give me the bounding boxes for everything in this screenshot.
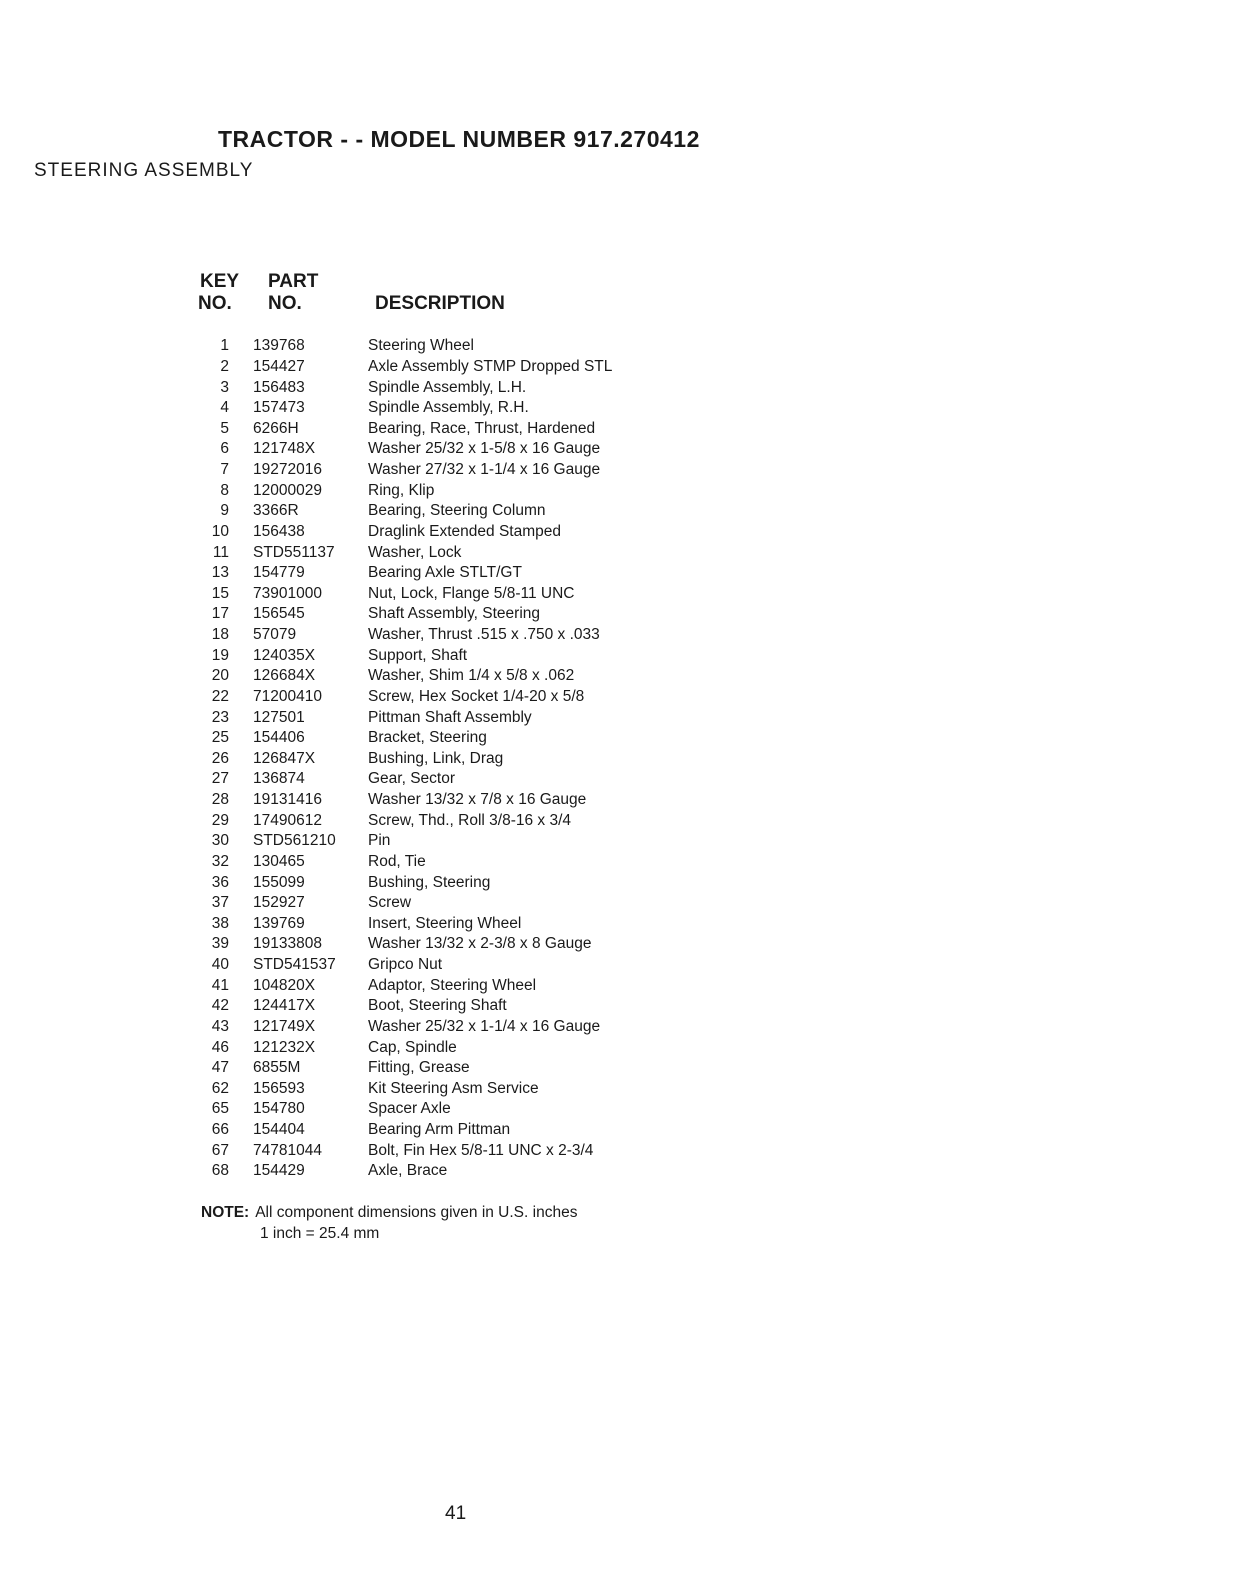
part-description: Bearing Axle STLT/GT: [368, 564, 522, 582]
part-number: 152927: [253, 894, 305, 912]
part-description: Fitting, Grease: [368, 1059, 470, 1077]
table-row: [190, 398, 670, 419]
part-description: Spindle Assembly, L.H.: [368, 378, 527, 396]
key-number: 6: [220, 440, 229, 458]
part-number: 124035X: [253, 646, 316, 664]
part-description: Bushing, Steering: [368, 873, 491, 891]
table-row: [190, 604, 670, 625]
part-number: 71200410: [253, 687, 322, 705]
note-line-1: All component dimensions given in U.S. inches: [255, 1204, 578, 1221]
part-description: Bolt, Fin Hex 5/8-11 UNC x 2-3/4: [368, 1141, 594, 1159]
part-description: Bushing, Link, Drag: [368, 749, 504, 767]
note-label: NOTE:: [201, 1204, 250, 1221]
key-number: 20: [211, 667, 229, 685]
parts-list: [190, 336, 670, 1182]
part-description: Steering Wheel: [368, 337, 474, 355]
part-number: 74781044: [253, 1141, 322, 1159]
table-row: [190, 728, 670, 749]
key-number: 62: [211, 1079, 229, 1097]
part-number: 139769: [253, 914, 305, 932]
key-number: 3: [220, 378, 229, 396]
part-description: Boot, Steering Shaft: [368, 997, 507, 1015]
part-number: 154780: [253, 1100, 305, 1118]
table-row: [190, 625, 670, 646]
part-number: 156545: [253, 605, 305, 623]
part-number: 57079: [253, 626, 297, 644]
part-description: Bearing, Steering Column: [368, 502, 546, 520]
part-description: Washer, Thrust .515 x .750 x .033: [368, 626, 600, 644]
part-description: Support, Shaft: [368, 646, 468, 664]
key-number: 17: [211, 605, 229, 623]
table-row: [190, 377, 670, 398]
table-row: [190, 1140, 670, 1161]
table-row: [190, 975, 670, 996]
table-row: [190, 522, 670, 543]
table-row: [190, 749, 670, 770]
note-line-2: 1 inch = 25.4 mm: [260, 1225, 380, 1242]
table-row: [190, 1079, 670, 1100]
part-number: 17490612: [253, 811, 322, 829]
part-number: STD551137: [253, 543, 335, 561]
table-row: [190, 955, 670, 976]
part-number: 19272016: [253, 461, 322, 479]
table-row: [190, 872, 670, 893]
table-row: [190, 439, 670, 460]
part-description: Adaptor, Steering Wheel: [368, 976, 537, 994]
key-number: 66: [211, 1121, 229, 1139]
note: [201, 1204, 577, 1222]
part-number: 154427: [253, 357, 305, 375]
key-number: 5: [220, 419, 229, 437]
table-row: [190, 893, 670, 914]
table-row: [190, 419, 670, 440]
key-number: 25: [211, 729, 229, 747]
key-number: 1: [220, 337, 229, 355]
table-row: [190, 831, 670, 852]
part-no-header-line1: PART: [268, 271, 319, 292]
table-row: [190, 645, 670, 666]
key-number: 39: [211, 935, 229, 953]
key-number: 42: [211, 997, 229, 1015]
key-no-header-line2: NO.: [198, 293, 232, 314]
key-number: 37: [211, 894, 229, 912]
part-description: Washer, Lock: [368, 543, 462, 561]
table-row: [190, 707, 670, 728]
part-description: Washer 13/32 x 7/8 x 16 Gauge: [368, 791, 587, 809]
key-number: 47: [211, 1059, 229, 1077]
table-row: [190, 914, 670, 935]
table-row: [190, 1017, 670, 1038]
table-row: [190, 1037, 670, 1058]
part-description: Draglink Extended Stamped: [368, 522, 562, 540]
part-description: Axle, Brace: [368, 1162, 448, 1180]
part-number: STD561210: [253, 832, 336, 850]
part-description: Washer 13/32 x 2-3/8 x 8 Gauge: [368, 935, 592, 953]
part-number: STD541537: [253, 956, 336, 974]
part-no-header-line2: NO.: [268, 293, 302, 314]
table-row: [190, 460, 670, 481]
table-row: [190, 501, 670, 522]
key-number: 68: [211, 1162, 229, 1180]
part-description: Nut, Lock, Flange 5/8-11 UNC: [368, 584, 575, 602]
page-title: TRACTOR - - MODEL NUMBER 917.270412: [218, 126, 700, 152]
part-number: 155099: [253, 873, 305, 891]
table-row: [190, 996, 670, 1017]
key-number: 30: [211, 832, 229, 850]
part-description: Washer 27/32 x 1-1/4 x 16 Gauge: [368, 461, 601, 479]
part-description: Washer 25/32 x 1-1/4 x 16 Gauge: [368, 1017, 601, 1035]
part-number: 19131416: [253, 791, 322, 809]
key-number: 13: [211, 564, 229, 582]
part-description: Insert, Steering Wheel: [368, 914, 522, 932]
part-description: Screw: [368, 894, 412, 912]
part-number: 104820X: [253, 976, 316, 994]
part-description: Washer, Shim 1/4 x 5/8 x .062: [368, 667, 575, 685]
table-row: [190, 1058, 670, 1079]
table-row: [190, 542, 670, 563]
part-description: Bearing Arm Pittman: [368, 1121, 511, 1139]
key-number: 29: [211, 811, 229, 829]
part-number: 130465: [253, 852, 305, 870]
part-description: Gripco Nut: [368, 956, 443, 974]
table-row: [190, 1120, 670, 1141]
key-number: 15: [211, 584, 229, 602]
key-number: 9: [220, 502, 229, 520]
part-description: Pittman Shaft Assembly: [368, 708, 532, 726]
table-row: [190, 336, 670, 357]
key-number: 27: [211, 770, 229, 788]
part-description: Axle Assembly STMP Dropped STL: [368, 357, 613, 375]
part-number: 126847X: [253, 749, 316, 767]
part-number: 73901000: [253, 584, 322, 602]
part-number: 139768: [253, 337, 305, 355]
table-row: [190, 790, 670, 811]
key-number: 46: [211, 1038, 229, 1056]
part-number: 6266H: [253, 419, 299, 437]
table-row: [190, 810, 670, 831]
table-row: [190, 934, 670, 955]
description-header: DESCRIPTION: [375, 293, 505, 314]
part-number: 157473: [253, 399, 305, 417]
part-description: Cap, Spindle: [368, 1038, 457, 1056]
part-description: Pin: [368, 832, 391, 850]
part-description: Kit Steering Asm Service: [368, 1079, 539, 1097]
table-row: [190, 666, 670, 687]
key-number: 41: [211, 976, 229, 994]
table-row: [190, 480, 670, 501]
part-description: Screw, Hex Socket 1/4-20 x 5/8: [368, 687, 585, 705]
key-number: 22: [211, 687, 229, 705]
key-number: 18: [211, 626, 229, 644]
part-number: 154404: [253, 1121, 305, 1139]
section-subtitle: STEERING ASSEMBLY: [34, 160, 254, 181]
table-row: [190, 563, 670, 584]
key-number: 32: [211, 852, 229, 870]
table-row: [190, 687, 670, 708]
key-number: 65: [211, 1100, 229, 1118]
part-number: 3366R: [253, 502, 299, 520]
key-no-header-line1: KEY: [200, 271, 240, 292]
key-number: 10: [211, 522, 229, 540]
part-number: 126684X: [253, 667, 316, 685]
table-row: [190, 1161, 670, 1182]
key-number: 36: [211, 873, 229, 891]
part-description: Bracket, Steering: [368, 729, 487, 747]
key-number: 8: [220, 481, 229, 499]
page-number: 41: [445, 1503, 467, 1524]
part-description: Ring, Klip: [368, 481, 435, 499]
table-row: [190, 852, 670, 873]
part-description: Bearing, Race, Thrust, Hardened: [368, 419, 596, 437]
key-number: 28: [211, 791, 229, 809]
key-number: 2: [220, 357, 229, 375]
key-number: 26: [211, 749, 229, 767]
key-number: 4: [220, 399, 229, 417]
part-description: Shaft Assembly, Steering: [368, 605, 541, 623]
part-number: 121748X: [253, 440, 316, 458]
part-number: 127501: [253, 708, 305, 726]
part-number: 124417X: [253, 997, 316, 1015]
table-row: [190, 357, 670, 378]
key-number: 38: [211, 914, 229, 932]
key-number: 11: [212, 543, 229, 561]
part-description: Spindle Assembly, R.H.: [368, 399, 529, 417]
part-number: 136874: [253, 770, 305, 788]
part-number: 6855M: [253, 1059, 301, 1077]
key-number: 7: [220, 461, 229, 479]
key-number: 23: [211, 708, 229, 726]
table-row: [190, 769, 670, 790]
key-number: 67: [211, 1141, 229, 1159]
table-row: [190, 1099, 670, 1120]
part-number: 156483: [253, 378, 305, 396]
part-number: 154406: [253, 729, 305, 747]
part-description: Screw, Thd., Roll 3/8-16 x 3/4: [368, 811, 572, 829]
key-number: 43: [211, 1017, 229, 1035]
part-description: Rod, Tie: [368, 852, 426, 870]
part-description: Spacer Axle: [368, 1100, 451, 1118]
part-number: 19133808: [253, 935, 322, 953]
part-number: 12000029: [253, 481, 322, 499]
part-number: 156438: [253, 522, 305, 540]
table-row: [190, 584, 670, 605]
key-number: 40: [211, 956, 229, 974]
part-description: Washer 25/32 x 1-5/8 x 16 Gauge: [368, 440, 601, 458]
key-number: 19: [211, 646, 229, 664]
part-number: 121232X: [253, 1038, 316, 1056]
part-number: 156593: [253, 1079, 305, 1097]
part-number: 121749X: [253, 1017, 316, 1035]
part-description: Gear, Sector: [368, 770, 456, 788]
part-number: 154429: [253, 1162, 305, 1180]
part-number: 154779: [253, 564, 305, 582]
